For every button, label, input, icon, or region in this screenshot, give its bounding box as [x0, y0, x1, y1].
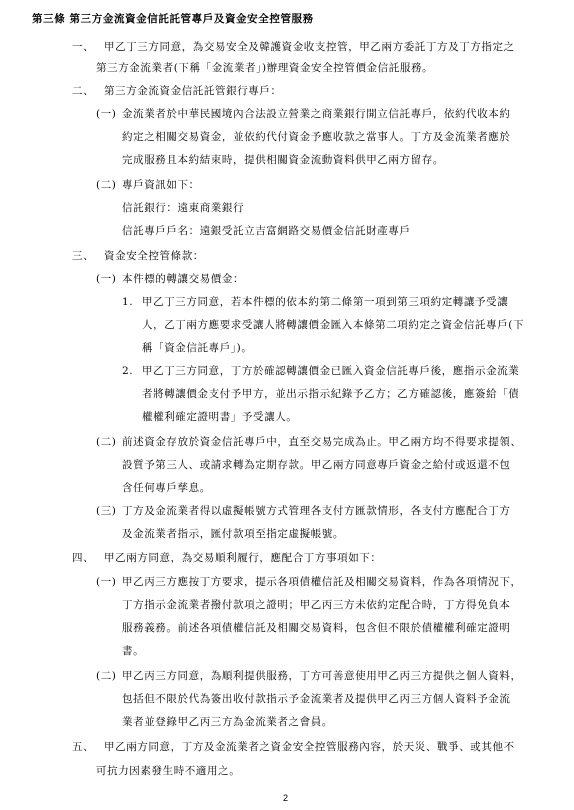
section-4-item-2-label: (二) [96, 670, 117, 682]
section-3-item-2-label: (二) [96, 436, 117, 448]
section-3-item-2-line-3: 含任何專戶孳息。 [122, 482, 211, 494]
subitem-2-line-3: 權權利確定證明書」予受讓人。 [142, 411, 298, 423]
section-4-number: 四、 [72, 552, 95, 564]
trust-bank-name: 信託銀行：遠東商業銀行 [122, 202, 245, 214]
section-1-line-1: 甲乙丁三方同意，為交易安全及韓護資金收支控管，甲乙兩方委託丁方及丁方指定之 [104, 41, 515, 53]
section-3-item-2-line-2: 設質予第三人、或請求轉為定期存款。甲乙兩方同意專戶資金之給付或返還不包 [122, 459, 511, 471]
section-4-item-1-line-3: 服務義務。前述各項債權信託及相關交易資料，包含但不限於債權權利確定證明 [122, 622, 511, 634]
subitem-1-line-3: 稱「資金信託專戶」)。 [142, 342, 253, 354]
section-2-item-2-line-1: 專戶資訊如下： [122, 179, 200, 191]
subitem-1-line-2: 人，乙丁兩方應要求受讓人將轉讓價金匯入本條第二項約定之資金信託專戶(下 [142, 319, 525, 331]
section-1-line-2: 第三方金流業者(下稱「金流業者」)辦理資金安全控管價金信託服務。 [96, 62, 434, 74]
section-4-item-1-line-1: 甲乙丙三方應按丁方要求，提示各項債權信託及相關交易資料，作為各項情況下， [122, 576, 522, 588]
section-4-item-1-line-2: 丁方指示金流業者撥付款項之證明；甲乙丙三方未依約定配合時，丁方得免負本 [122, 599, 511, 611]
section-3-item-1-title: 本件標的轉讓交易價金： [122, 273, 245, 285]
trust-account-name: 信託專戶戶名：遠銀受託立吉富網路交易價金信託財產專戶 [122, 225, 411, 237]
section-3-item-2-line-1: 前述資金存放於資金信託專戶中，直至交易完成為止。甲乙兩方均不得要求提領、 [122, 436, 522, 448]
section-4-item-2-line-2: 包括但不限於代為簽出收付款指示予金流業者及提供甲乙丙三方個人資料予金流 [122, 693, 511, 705]
section-2-item-1-line-2: 約定之相關交易資金，並依約代付資金予應收款之當事人。丁方及金流業者應於 [122, 131, 511, 143]
section-4-item-1-line-4: 書。 [122, 645, 145, 657]
subitem-2-line-1: 甲乙丁三方同意，丁方於確認轉讓價金已匯入資金信託專戶後，應指示金流業 [142, 365, 520, 377]
section-4-item-2-line-3: 業者並登錄甲乙丙三方為金流業者之會員。 [122, 716, 333, 728]
subitem-2-number: 2. [122, 365, 134, 377]
section-3-item-3-label: (三) [96, 505, 117, 517]
page-number: 2 [283, 793, 289, 803]
subitem-1-number: 1. [122, 296, 134, 308]
section-3-item-3-line-2: 及金流業者指示，匯付款項至指定虛擬帳號。 [122, 528, 344, 540]
section-2-title: 第三方金流資金信託託管銀行專戶： [104, 85, 282, 97]
section-4-item-2-line-1: 甲乙丙三方同意，為順利提供服務，丁方可善意使用甲乙丙三方提供之個人資料， [122, 670, 522, 682]
subitem-1-line-1: 甲乙丁三方同意，若本件標的依本約第二條第一項到第三項約定轉讓予受讓 [142, 296, 509, 308]
section-2-item-1-line-3: 完成服務且本約結束時，提供相關資金流動資料供甲乙兩方留存。 [122, 154, 444, 166]
subitem-2-line-2: 者將轉讓價金支付予甲方，並出示指示紀錄予乙方；乙方確認後，應簽給「債 [142, 388, 520, 400]
section-3-item-1-label: (一) [96, 273, 117, 285]
section-2-item-1-label: (一) [96, 108, 117, 120]
section-2-item-1-line-1: 金流業者於中華民國境內合法設立營業之商業銀行開立信託專戶，依約代收本約 [122, 108, 511, 120]
section-3-number: 三、 [72, 250, 95, 262]
article-heading: 第三條 第三方金流資金信託託管專戶及資金安全控管服務 [32, 13, 314, 25]
section-2-number: 二、 [72, 85, 95, 97]
section-1-number: 一、 [72, 41, 95, 53]
section-3-title: 資金安全控管條款： [104, 250, 204, 262]
section-5-number: 五、 [72, 741, 95, 753]
section-4-item-1-label: (一) [96, 576, 117, 588]
section-3-item-3-line-1: 丁方及金流業者得以虛擬帳號方式管理各支付方匯款情形，各支付方應配合丁方 [122, 505, 511, 517]
section-5-line-1: 甲乙兩方同意，丁方及金流業者之資金安全控管服務內容，於天災、戰爭、或其他不 [104, 741, 515, 753]
section-5-line-2: 可抗力因素發生時不適用之。 [96, 765, 241, 777]
section-4-title: 甲乙兩方同意，為交易順利履行，應配合丁方事項如下： [104, 552, 382, 564]
section-2-item-2-label: (二) [96, 179, 117, 191]
